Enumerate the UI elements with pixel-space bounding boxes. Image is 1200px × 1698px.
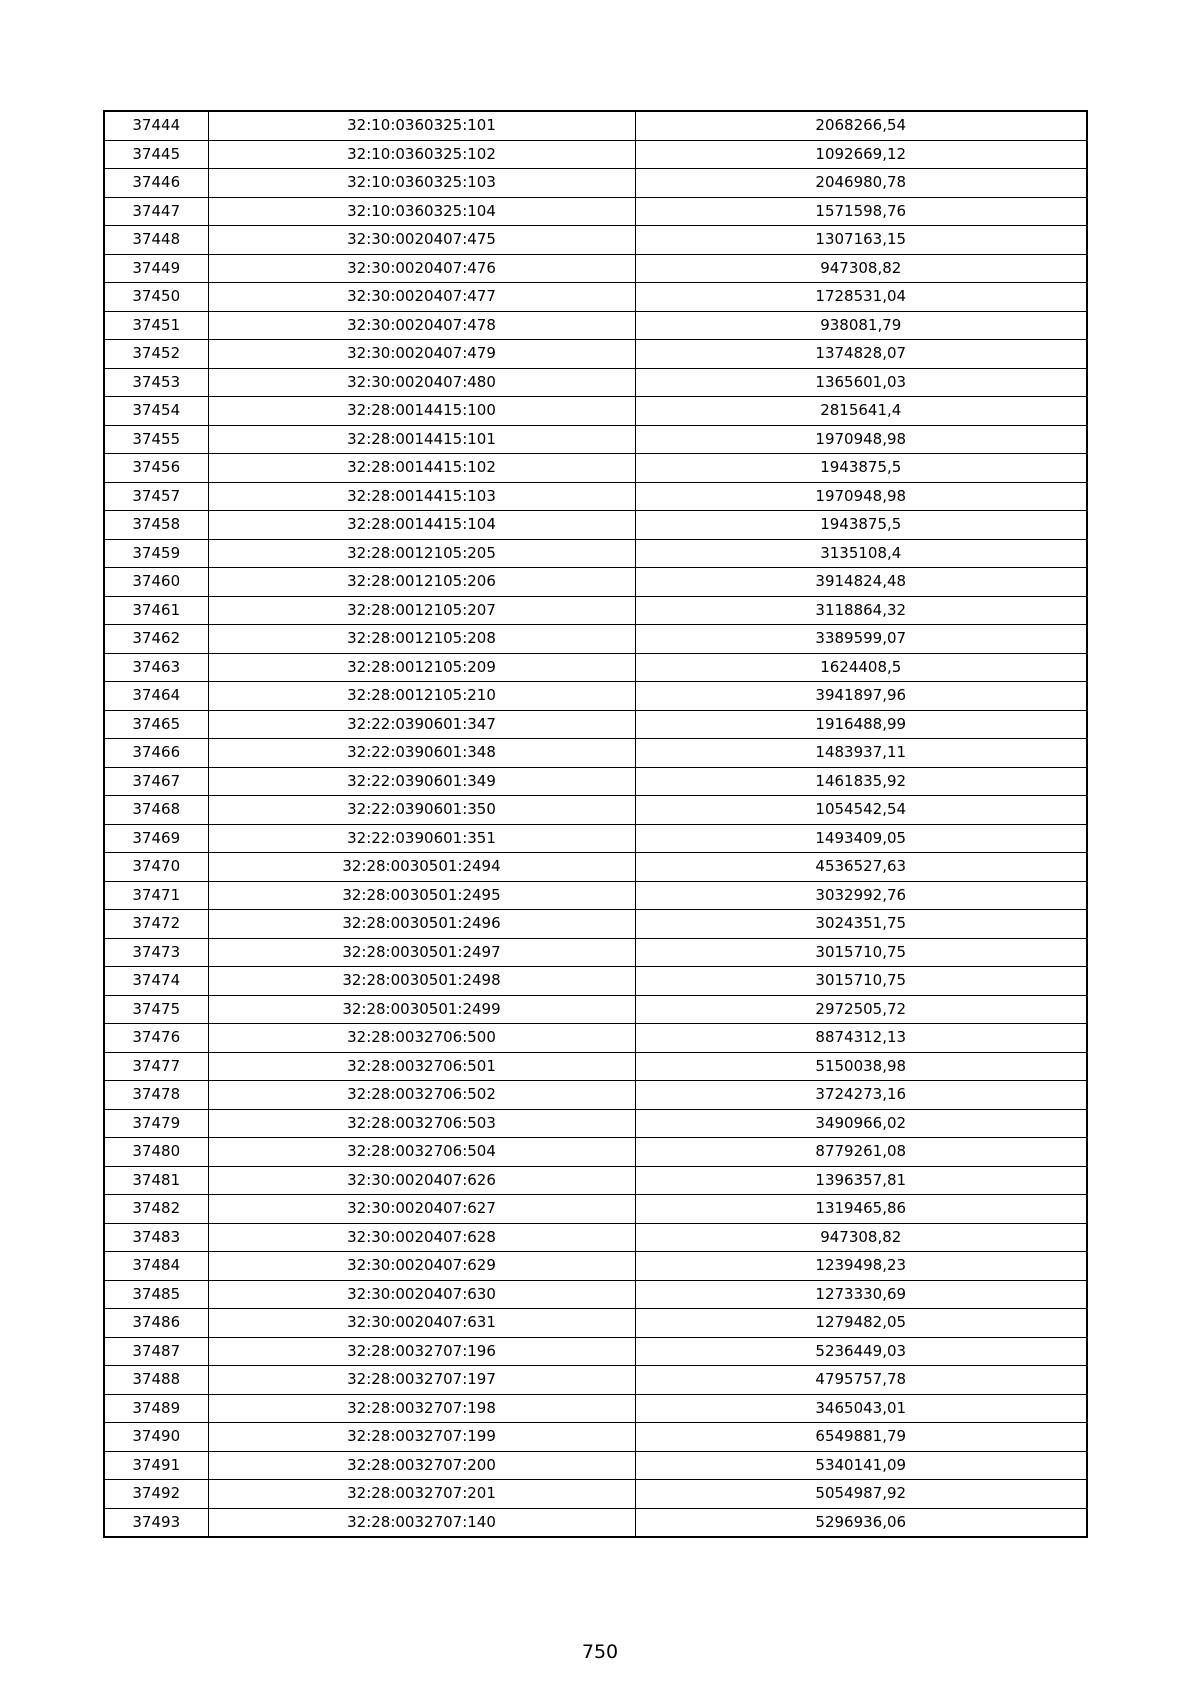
cadastral-number-cell: 32:28:0014415:104 xyxy=(208,511,635,540)
cadastral-number-cell: 32:28:0030501:2495 xyxy=(208,881,635,910)
row-number-cell: 37450 xyxy=(104,283,208,312)
cadastral-number-cell: 32:28:0032707:198 xyxy=(208,1394,635,1423)
table-row xyxy=(104,425,1087,454)
cadastral-number-cell: 32:28:0030501:2497 xyxy=(208,938,635,967)
cadastral-number-cell: 32:10:0360325:101 xyxy=(208,111,635,140)
cadastral-value-cell: 1970948,98 xyxy=(635,482,1087,511)
row-number-cell: 37467 xyxy=(104,767,208,796)
table-row xyxy=(104,397,1087,426)
cadastral-value-cell: 1273330,69 xyxy=(635,1280,1087,1309)
row-number-cell: 37489 xyxy=(104,1394,208,1423)
cadastral-value-cell: 1279482,05 xyxy=(635,1309,1087,1338)
cadastral-number-cell: 32:28:0014415:103 xyxy=(208,482,635,511)
cadastral-value-cell: 4536527,63 xyxy=(635,853,1087,882)
cadastral-number-cell: 32:28:0012105:209 xyxy=(208,653,635,682)
cadastral-value-cell: 2815641,4 xyxy=(635,397,1087,426)
cadastral-value-cell: 1728531,04 xyxy=(635,283,1087,312)
table-row xyxy=(104,967,1087,996)
row-number-cell: 37449 xyxy=(104,254,208,283)
table-row xyxy=(104,625,1087,654)
cadastral-number-cell: 32:28:0032706:501 xyxy=(208,1052,635,1081)
row-number-cell: 37444 xyxy=(104,111,208,140)
cadastral-value-cell: 1396357,81 xyxy=(635,1166,1087,1195)
cadastral-value-cell: 1239498,23 xyxy=(635,1252,1087,1281)
table-row xyxy=(104,111,1087,140)
row-number-cell: 37465 xyxy=(104,710,208,739)
table-row xyxy=(104,881,1087,910)
table-row xyxy=(104,568,1087,597)
cadastral-value-cell: 1483937,11 xyxy=(635,739,1087,768)
cadastral-number-cell: 32:28:0030501:2494 xyxy=(208,853,635,882)
row-number-cell: 37492 xyxy=(104,1480,208,1509)
cadastral-value-cell: 3032992,76 xyxy=(635,881,1087,910)
cadastral-number-cell: 32:28:0032707:197 xyxy=(208,1366,635,1395)
cadastral-value-cell: 3490966,02 xyxy=(635,1109,1087,1138)
cadastral-number-cell: 32:28:0032706:503 xyxy=(208,1109,635,1138)
cadastral-number-cell: 32:28:0032706:500 xyxy=(208,1024,635,1053)
row-number-cell: 37446 xyxy=(104,169,208,198)
row-number-cell: 37445 xyxy=(104,140,208,169)
row-number-cell: 37462 xyxy=(104,625,208,654)
row-number-cell: 37493 xyxy=(104,1508,208,1537)
table-row xyxy=(104,1508,1087,1537)
cadastral-value-cell: 1054542,54 xyxy=(635,796,1087,825)
cadastral-number-cell: 32:28:0014415:101 xyxy=(208,425,635,454)
row-number-cell: 37485 xyxy=(104,1280,208,1309)
cadastral-value-cell: 3118864,32 xyxy=(635,596,1087,625)
table-row xyxy=(104,283,1087,312)
cadastral-value-cell: 5236449,03 xyxy=(635,1337,1087,1366)
table-row xyxy=(104,1480,1087,1509)
table-row xyxy=(104,340,1087,369)
cadastral-number-cell: 32:30:0020407:629 xyxy=(208,1252,635,1281)
row-number-cell: 37486 xyxy=(104,1309,208,1338)
table-row xyxy=(104,653,1087,682)
cadastral-value-cell: 1092669,12 xyxy=(635,140,1087,169)
cadastral-number-cell: 32:28:0032707:140 xyxy=(208,1508,635,1537)
row-number-cell: 37481 xyxy=(104,1166,208,1195)
row-number-cell: 37476 xyxy=(104,1024,208,1053)
cadastral-value-cell: 5054987,92 xyxy=(635,1480,1087,1509)
cadastral-value-cell: 1365601,03 xyxy=(635,368,1087,397)
cadastral-number-cell: 32:22:0390601:347 xyxy=(208,710,635,739)
table-row xyxy=(104,1309,1087,1338)
cadastral-value-cell: 3024351,75 xyxy=(635,910,1087,939)
cadastral-number-cell: 32:22:0390601:348 xyxy=(208,739,635,768)
cadastral-number-cell: 32:30:0020407:479 xyxy=(208,340,635,369)
table-row xyxy=(104,539,1087,568)
cadastral-value-cell: 3914824,48 xyxy=(635,568,1087,597)
table-row xyxy=(104,824,1087,853)
cadastral-number-cell: 32:30:0020407:627 xyxy=(208,1195,635,1224)
cadastral-number-cell: 32:28:0012105:208 xyxy=(208,625,635,654)
table-row xyxy=(104,1052,1087,1081)
table-row xyxy=(104,511,1087,540)
cadastral-number-cell: 32:28:0032707:200 xyxy=(208,1451,635,1480)
table-row xyxy=(104,1423,1087,1452)
cadastral-value-cell: 1916488,99 xyxy=(635,710,1087,739)
table-row xyxy=(104,482,1087,511)
row-number-cell: 37463 xyxy=(104,653,208,682)
row-number-cell: 37480 xyxy=(104,1138,208,1167)
cadastral-number-cell: 32:10:0360325:103 xyxy=(208,169,635,198)
row-number-cell: 37475 xyxy=(104,995,208,1024)
cadastral-number-cell: 32:30:0020407:628 xyxy=(208,1223,635,1252)
row-number-cell: 37478 xyxy=(104,1081,208,1110)
cadastral-number-cell: 32:28:0032707:196 xyxy=(208,1337,635,1366)
cadastral-number-cell: 32:30:0020407:476 xyxy=(208,254,635,283)
cadastral-value-cell: 2068266,54 xyxy=(635,111,1087,140)
cadastral-value-cell: 3941897,96 xyxy=(635,682,1087,711)
row-number-cell: 37460 xyxy=(104,568,208,597)
row-number-cell: 37469 xyxy=(104,824,208,853)
table-row xyxy=(104,1024,1087,1053)
row-number-cell: 37456 xyxy=(104,454,208,483)
cadastral-value-cell: 3015710,75 xyxy=(635,967,1087,996)
table-row xyxy=(104,1366,1087,1395)
cadastral-number-cell: 32:30:0020407:630 xyxy=(208,1280,635,1309)
cadastral-number-cell: 32:22:0390601:350 xyxy=(208,796,635,825)
cadastral-number-cell: 32:28:0032707:201 xyxy=(208,1480,635,1509)
row-number-cell: 37451 xyxy=(104,311,208,340)
row-number-cell: 37468 xyxy=(104,796,208,825)
cadastral-value-cell: 3465043,01 xyxy=(635,1394,1087,1423)
table-row xyxy=(104,1195,1087,1224)
cadastral-number-cell: 32:28:0012105:206 xyxy=(208,568,635,597)
row-number-cell: 37487 xyxy=(104,1337,208,1366)
cadastral-number-cell: 32:28:0032706:502 xyxy=(208,1081,635,1110)
cadastral-value-cell: 3135108,4 xyxy=(635,539,1087,568)
cadastral-value-cell: 5296936,06 xyxy=(635,1508,1087,1537)
cadastral-value-cell: 1307163,15 xyxy=(635,226,1087,255)
table-row xyxy=(104,910,1087,939)
cadastral-value-cell: 4795757,78 xyxy=(635,1366,1087,1395)
table-row xyxy=(104,197,1087,226)
cadastral-number-cell: 32:22:0390601:349 xyxy=(208,767,635,796)
cadastral-value-cell: 3015710,75 xyxy=(635,938,1087,967)
cadastral-value-cell: 1493409,05 xyxy=(635,824,1087,853)
cadastral-value-cell: 5150038,98 xyxy=(635,1052,1087,1081)
cadastral-value-cell: 6549881,79 xyxy=(635,1423,1087,1452)
row-number-cell: 37491 xyxy=(104,1451,208,1480)
row-number-cell: 37464 xyxy=(104,682,208,711)
table-row xyxy=(104,1451,1087,1480)
cadastral-number-cell: 32:28:0032707:199 xyxy=(208,1423,635,1452)
cadastral-value-cell: 1970948,98 xyxy=(635,425,1087,454)
cadastral-value-cell: 8779261,08 xyxy=(635,1138,1087,1167)
cadastral-number-cell: 32:30:0020407:631 xyxy=(208,1309,635,1338)
cadastral-number-cell: 32:28:0030501:2498 xyxy=(208,967,635,996)
cadastral-number-cell: 32:28:0012105:210 xyxy=(208,682,635,711)
cadastral-number-cell: 32:30:0020407:626 xyxy=(208,1166,635,1195)
row-number-cell: 37470 xyxy=(104,853,208,882)
table-row xyxy=(104,454,1087,483)
row-number-cell: 37477 xyxy=(104,1052,208,1081)
row-number-cell: 37482 xyxy=(104,1195,208,1224)
row-number-cell: 37483 xyxy=(104,1223,208,1252)
table-row xyxy=(104,1138,1087,1167)
cadastral-number-cell: 32:30:0020407:480 xyxy=(208,368,635,397)
table-row xyxy=(104,1109,1087,1138)
cadastral-number-cell: 32:28:0012105:205 xyxy=(208,539,635,568)
cadastral-number-cell: 32:28:0032706:504 xyxy=(208,1138,635,1167)
row-number-cell: 37453 xyxy=(104,368,208,397)
row-number-cell: 37457 xyxy=(104,482,208,511)
row-number-cell: 37473 xyxy=(104,938,208,967)
cadastral-value-cell: 1571598,76 xyxy=(635,197,1087,226)
cadastral-value-cell: 1461835,92 xyxy=(635,767,1087,796)
row-number-cell: 37452 xyxy=(104,340,208,369)
row-number-cell: 37471 xyxy=(104,881,208,910)
cadastral-value-cell: 1624408,5 xyxy=(635,653,1087,682)
cadastral-number-cell: 32:28:0030501:2499 xyxy=(208,995,635,1024)
row-number-cell: 37454 xyxy=(104,397,208,426)
table-row xyxy=(104,938,1087,967)
table-row xyxy=(104,169,1087,198)
cadastral-value-cell: 947308,82 xyxy=(635,254,1087,283)
row-number-cell: 37461 xyxy=(104,596,208,625)
row-number-cell: 37447 xyxy=(104,197,208,226)
table-row xyxy=(104,1337,1087,1366)
table-row xyxy=(104,767,1087,796)
table-row xyxy=(104,140,1087,169)
table-row xyxy=(104,254,1087,283)
cadastral-number-cell: 32:28:0030501:2496 xyxy=(208,910,635,939)
cadastral-value-cell: 3724273,16 xyxy=(635,1081,1087,1110)
cadastral-value-cell: 5340141,09 xyxy=(635,1451,1087,1480)
row-number-cell: 37474 xyxy=(104,967,208,996)
cadastral-value-cell: 8874312,13 xyxy=(635,1024,1087,1053)
cadastral-number-cell: 32:28:0014415:102 xyxy=(208,454,635,483)
cadastral-value-cell: 1319465,86 xyxy=(635,1195,1087,1224)
table-row xyxy=(104,1081,1087,1110)
table-row xyxy=(104,853,1087,882)
cadastral-value-table xyxy=(103,110,1088,1538)
cadastral-number-cell: 32:22:0390601:351 xyxy=(208,824,635,853)
cadastral-number-cell: 32:10:0360325:104 xyxy=(208,197,635,226)
table-row xyxy=(104,368,1087,397)
cadastral-number-cell: 32:30:0020407:475 xyxy=(208,226,635,255)
cadastral-number-cell: 32:28:0014415:100 xyxy=(208,397,635,426)
table-row xyxy=(104,710,1087,739)
row-number-cell: 37479 xyxy=(104,1109,208,1138)
row-number-cell: 37458 xyxy=(104,511,208,540)
table-row xyxy=(104,1280,1087,1309)
cadastral-value-cell: 2972505,72 xyxy=(635,995,1087,1024)
cadastral-number-cell: 32:10:0360325:102 xyxy=(208,140,635,169)
table-row xyxy=(104,1252,1087,1281)
cadastral-value-cell: 1943875,5 xyxy=(635,511,1087,540)
row-number-cell: 37488 xyxy=(104,1366,208,1395)
table-row xyxy=(104,226,1087,255)
table-row xyxy=(104,995,1087,1024)
cadastral-value-cell: 947308,82 xyxy=(635,1223,1087,1252)
cadastral-value-cell: 2046980,78 xyxy=(635,169,1087,198)
table-row xyxy=(104,796,1087,825)
cadastral-value-cell: 938081,79 xyxy=(635,311,1087,340)
table-row xyxy=(104,1394,1087,1423)
row-number-cell: 37466 xyxy=(104,739,208,768)
row-number-cell: 37484 xyxy=(104,1252,208,1281)
cadastral-value-cell: 1374828,07 xyxy=(635,340,1087,369)
cadastral-number-cell: 32:30:0020407:477 xyxy=(208,283,635,312)
cadastral-number-cell: 32:28:0012105:207 xyxy=(208,596,635,625)
table-row xyxy=(104,596,1087,625)
table-row xyxy=(104,739,1087,768)
row-number-cell: 37455 xyxy=(104,425,208,454)
table-body xyxy=(104,111,1087,1537)
table-row xyxy=(104,682,1087,711)
row-number-cell: 37448 xyxy=(104,226,208,255)
table-row xyxy=(104,1223,1087,1252)
cadastral-value-cell: 3389599,07 xyxy=(635,625,1087,654)
row-number-cell: 37490 xyxy=(104,1423,208,1452)
cadastral-value-cell: 1943875,5 xyxy=(635,454,1087,483)
row-number-cell: 37472 xyxy=(104,910,208,939)
cadastral-number-cell: 32:30:0020407:478 xyxy=(208,311,635,340)
table-row xyxy=(104,1166,1087,1195)
table-row xyxy=(104,311,1087,340)
row-number-cell: 37459 xyxy=(104,539,208,568)
page-number: 750 xyxy=(581,1641,619,1663)
